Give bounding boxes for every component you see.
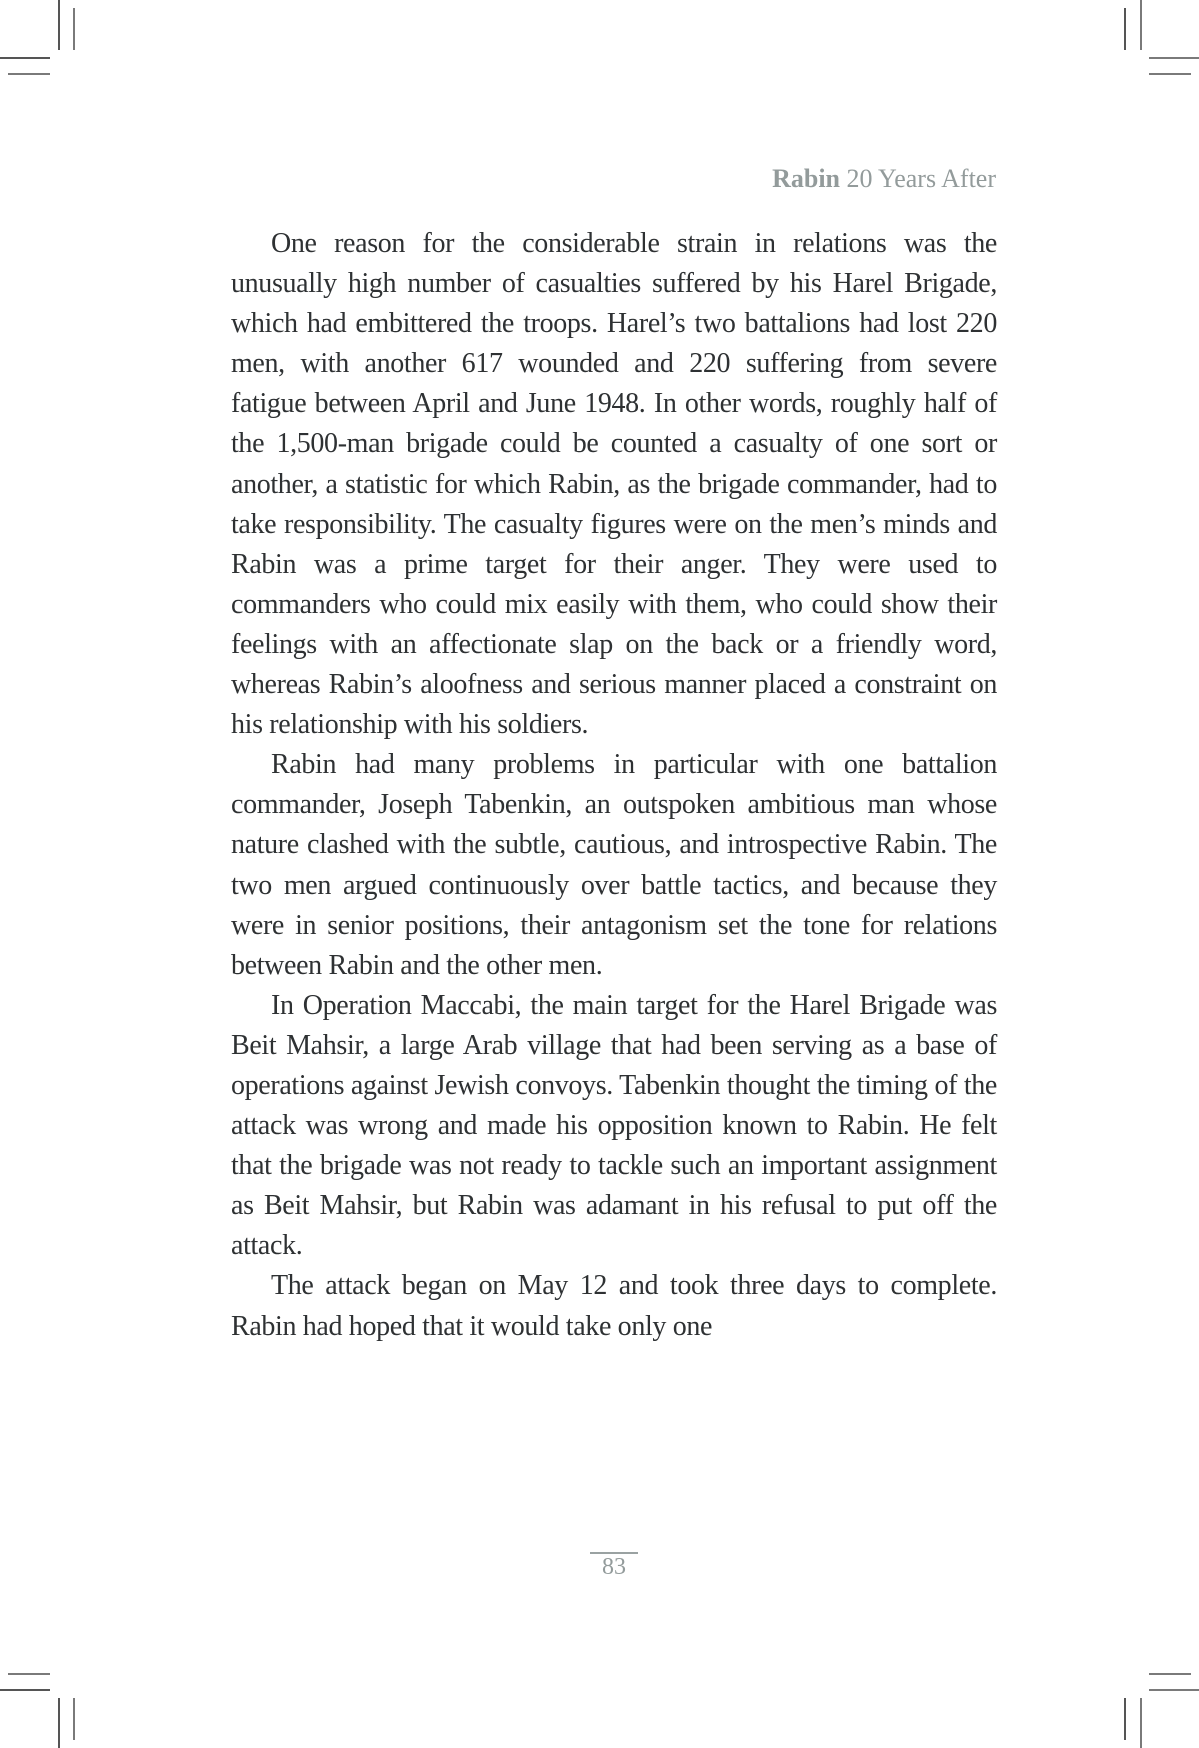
- crop-mark-bottom-right-horizontal-outer: [1149, 1689, 1199, 1691]
- crop-mark-bottom-left-vertical-outer: [58, 1698, 60, 1748]
- paragraph: One reason for the considerable strain in relations was the unusually high number of casualties suffered by his Harel Brigade, which had embittered the troops. Harel’s two battalions had lost 220 men, with another 617 wounded and 220 suffering from severe fatigue between April and June 1948. In other words, roughly half of the 1,500-man brigade could be counted a casualty of one sort or another, a statistic for which Rabin, as the brigade commander, had to take responsibility. The casualty figures were on the men’s minds and Rabin was a prime target for their anger. They were used to commanders who could mix easily with them, who could show their feelings with an affectionate slap on the back or a friendly word, whereas Rabin’s aloofness and serious manner placed a constraint on his relationship with his soldiers.: [231, 228, 997, 741]
- crop-mark-bottom-right-horizontal-inner: [1149, 1673, 1191, 1675]
- crop-mark-bottom-left-horizontal-inner: [8, 1673, 50, 1675]
- crop-mark-top-left-horizontal-outer: [0, 57, 50, 59]
- crop-mark-bottom-left-vertical-inner: [73, 1698, 75, 1740]
- crop-mark-top-right-horizontal-outer: [1149, 57, 1199, 59]
- running-head-title-bold: Rabin: [772, 164, 840, 193]
- body-text: [231, 224, 997, 1347]
- crop-mark-top-left-horizontal-inner: [8, 73, 50, 75]
- running-head-title-rest: 20 Years After: [840, 164, 996, 193]
- crop-mark-top-right-vertical-inner: [1124, 8, 1126, 50]
- paragraph: Rabin had many problems in particular with one battalion commander, Joseph Tabenkin, an outspoken ambitious man whose nature clashed with the subtle, cautious, and introspective Rabin. The two men argued continuously over battle tactics, and because they were in senior positions, their antagonism set the tone for relations between Rabin and the other men.: [231, 749, 997, 981]
- running-head: [772, 164, 996, 194]
- crop-mark-bottom-left-horizontal-outer: [0, 1689, 50, 1691]
- crop-mark-top-left-vertical-outer: [58, 0, 60, 50]
- crop-mark-top-right-horizontal-inner: [1149, 73, 1191, 75]
- crop-mark-bottom-right-vertical-outer: [1140, 1698, 1142, 1748]
- crop-mark-top-left-vertical-inner: [73, 8, 75, 50]
- crop-mark-bottom-right-vertical-inner: [1124, 1698, 1126, 1740]
- crop-mark-top-right-vertical-outer: [1140, 0, 1142, 50]
- paragraph: In Operation Maccabi, the main target for the Harel Brigade was Beit Mahsir, a large Arab village that had been serving as a base of operations against Jewish convoys. Tabenkin thought the timing of the attack was wrong and made his opposition known to Rabin. He felt that the brigade was not ready to tackle such an important assignment as Beit Mahsir, but Rabin was adamant in his refusal to put off the attack.: [231, 989, 997, 1262]
- page-number: 83: [602, 1554, 626, 1580]
- paragraph: The attack began on May 12 and took three days to complete. Rabin had hoped that it would take only one: [231, 1270, 997, 1342]
